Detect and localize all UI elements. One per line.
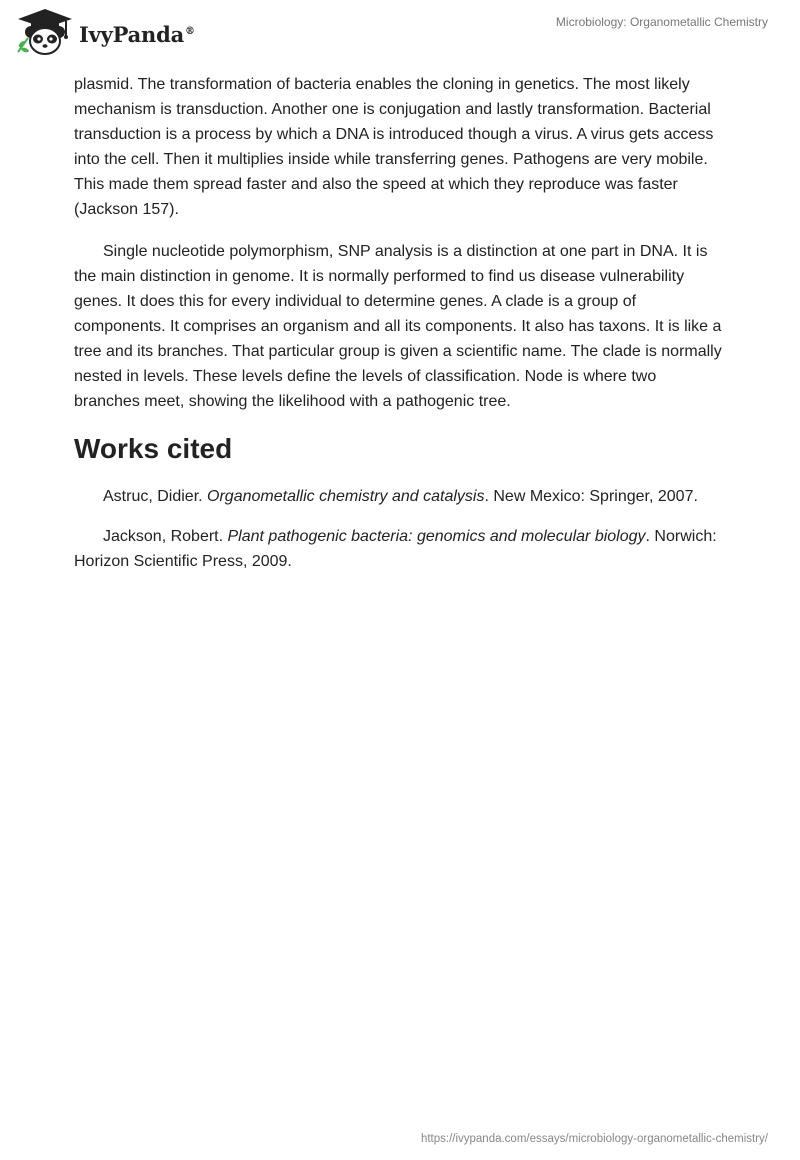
essay-body xyxy=(74,72,726,589)
source-url[interactable]: https://ivypanda.com/essays/microbiology-organometallic-chemistry/ xyxy=(420,1133,768,1145)
reference-author: Jackson, Robert. xyxy=(103,528,228,545)
panda-graduate-logo-icon xyxy=(14,8,76,56)
reference-title: Plant pathogenic bacteria: genomics and molecular biology xyxy=(227,528,646,545)
reference-entry xyxy=(74,484,726,509)
registered-mark: ® xyxy=(185,25,195,37)
body-paragraph: plasmid. The transformation of bacteria enables the cloning in genetics. The most likely mechanism is transduction. Another one is conjugation and lastly transformation. Bacterial transduction is a process by which a DNA is introduced though a virus. A virus gets access into the cell. Then it multiplies inside while transferring genes. Pathogens are very mobile. This made them spread faster and also the speed at which they reproduce was faster (Jackson 157). xyxy=(74,76,714,218)
page-header xyxy=(0,0,800,70)
brand-logo[interactable] xyxy=(14,8,195,56)
document-title: Microbiology: Organometallic Chemistry xyxy=(555,15,768,29)
reference-publication: . Norwich: Horizon Scientific Press, 2009. xyxy=(74,528,717,570)
reference-title: Organometallic chemistry and catalysis xyxy=(207,488,485,505)
reference-entry xyxy=(74,524,726,574)
brand-name: IvyPanda® xyxy=(79,21,195,47)
reference-author: Astruc, Didier. xyxy=(103,488,208,505)
works-cited-heading: Works cited xyxy=(74,433,233,464)
body-paragraph: Single nucleotide polymorphism, SNP analysis is a distinction at one part in DNA. It is the main distinction in genome. It is normally performed to find us disease vulnerability genes. It does this for every individual to determine genes. A clade is a group of components. It comprises an organism and all its components. It also has taxons. It is like a tree and its branches. That particular group is given a scientific name. The clade is normally nested in levels. These levels define the levels of classification. Node is where two branches meet, showing the likelihood with a pathogenic tree. xyxy=(74,243,722,410)
reference-publication: . New Mexico: Springer, 2007. xyxy=(484,488,698,505)
